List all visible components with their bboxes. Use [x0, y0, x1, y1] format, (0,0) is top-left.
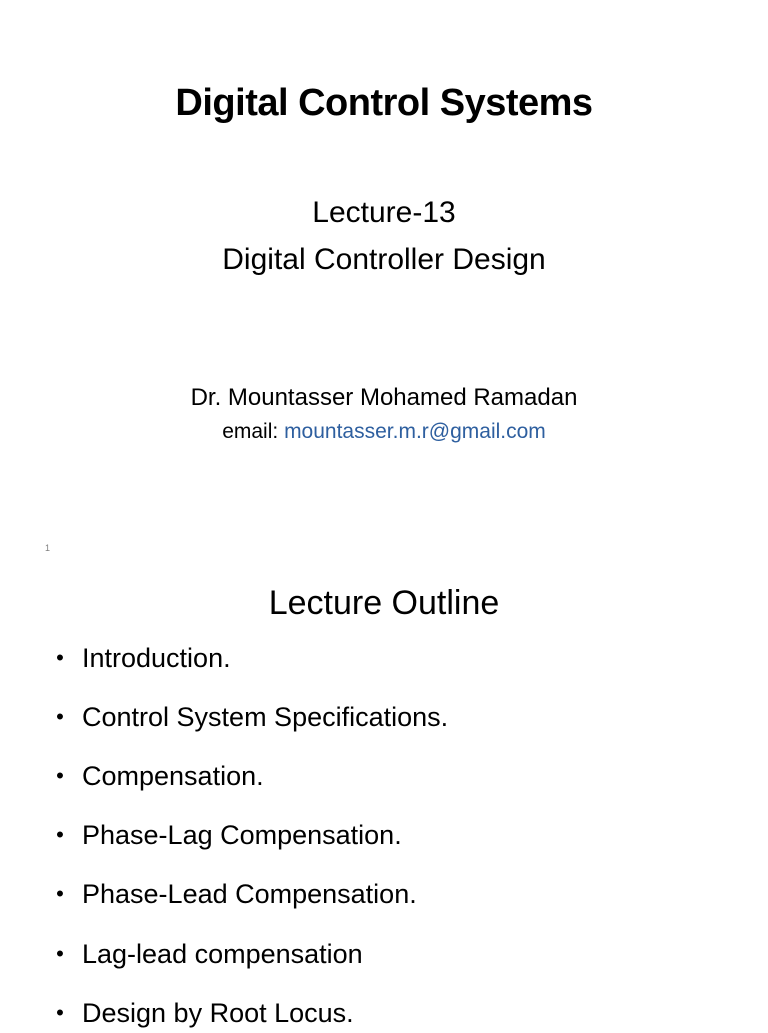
- email-line: [0, 420, 768, 444]
- bullet-icon: •: [56, 941, 64, 966]
- lecture-number: Lecture-13: [312, 196, 456, 229]
- outline-item-text: Design by Root Locus.: [82, 998, 354, 1028]
- email-label: email:: [222, 420, 279, 443]
- bullet-icon: •: [56, 645, 64, 670]
- lecture-topic: Digital Controller Design: [222, 243, 546, 276]
- bullet-icon: •: [56, 704, 64, 729]
- outline-item-text: Phase-Lag Compensation.: [82, 820, 402, 850]
- bullet-icon: •: [56, 763, 64, 788]
- outline-item-text: Control System Specifications.: [82, 702, 449, 732]
- author-name: Dr. Mountasser Mohamed Ramadan: [190, 384, 578, 411]
- outline-item: [0, 756, 768, 796]
- page-title: Digital Control Systems: [175, 82, 593, 124]
- outline-item: [0, 874, 768, 914]
- outline-item: [0, 697, 768, 737]
- bullet-icon: •: [56, 1000, 64, 1025]
- outline-item: [0, 993, 768, 1033]
- outline-item-text: Introduction.: [82, 643, 231, 673]
- outline-item-text: Compensation.: [82, 761, 264, 791]
- email-link[interactable]: mountasser.m.r@gmail.com: [284, 420, 546, 443]
- slide-number: 1: [45, 543, 51, 553]
- outline-title: Lecture Outline: [268, 584, 500, 622]
- outline-item-text: Phase-Lead Compensation.: [82, 879, 417, 909]
- outline-item: [0, 815, 768, 855]
- bullet-icon: •: [56, 822, 64, 847]
- outline-item: [0, 638, 768, 678]
- bullet-icon: •: [56, 881, 64, 906]
- outline-item-text: Lag-lead compensation: [82, 939, 363, 969]
- outline-item: [0, 934, 768, 974]
